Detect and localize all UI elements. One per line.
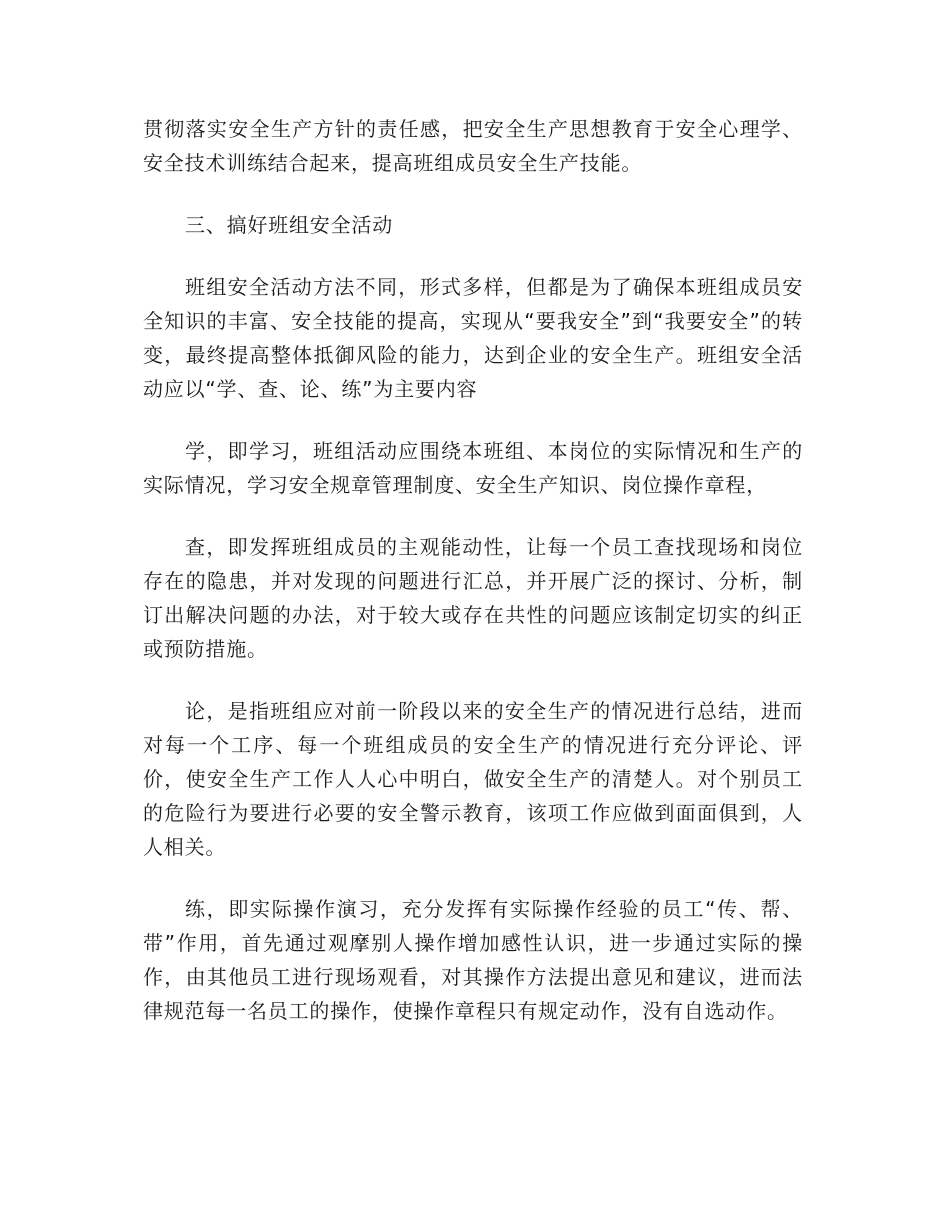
paragraph-practice: 练，即实际操作演习，充分发挥有实际操作经验的员工“传、帮、带”作用，首先通过观摩别人操作增加感性认识，进一步通过实际的操作，由其他员工进行现场观看，对其操作方法提出意见和建议，进而法律规范每一名员工的操作，使操作章程只有规定动作，没有自选动作。	[143, 897, 803, 1023]
document-body	[143, 112, 803, 1056]
paragraph-intro: 班组安全活动方法不同，形式多样，但都是为了确保本班组成员安全知识的丰富、安全技能的提高，实现从“要我安全”到“我要安全”的转变，最终提高整体抵御风险的能力，达到企业的安全生产。班组安全活动应以“学、查、论、练”为主要内容	[143, 275, 803, 401]
paragraph-check: 查，即发挥班组成员的主观能动性，让每一个员工查找现场和岗位存在的隐患，并对发现的问题进行汇总，并开展广泛的探讨、分析，制订出解决问题的办法，对于较大或存在共性的问题应该制定切实的纠正或预防措施。	[143, 535, 803, 661]
paragraph-learn: 学，即学习，班组活动应围绕本班组、本岗位的实际情况和生产的实际情况，学习安全规章管理制度、安全生产知识、岗位操作章程，	[143, 439, 803, 497]
section-heading: 三、搞好班组安全活动	[185, 213, 393, 237]
paragraph-continuation: 贯彻落实安全生产方针的责任感，把安全生产思想教育于安全心理学、安全技术训练结合起来，提高班组成员安全生产技能。	[143, 117, 803, 175]
paragraph-discuss: 论，是指班组应对前一阶段以来的安全生产的情况进行总结，进而对每一个工序、每一个班组成员的安全生产的情况进行充分评论、评价，使安全生产工作人人心中明白，做安全生产的清楚人。对个别员工的危险行为要进行必要的安全警示教育，该项工作应做到面面俱到，人人相关。	[143, 699, 803, 859]
